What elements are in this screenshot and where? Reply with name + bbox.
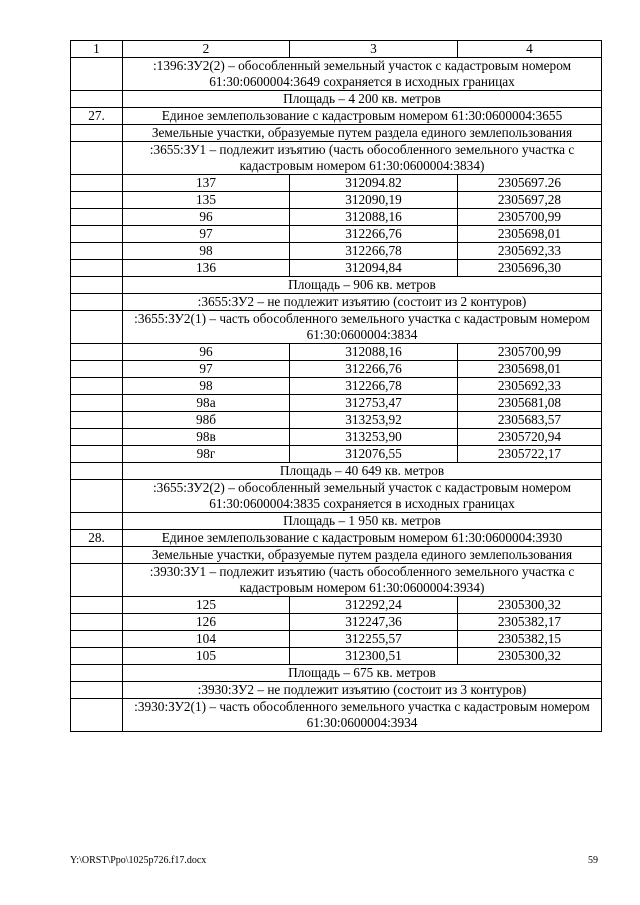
row-number-cell — [71, 142, 123, 175]
row-number-cell — [71, 209, 123, 226]
y-coordinate-cell: 2305300,32 — [458, 648, 602, 665]
row-number-cell — [71, 243, 123, 260]
x-coordinate-cell: 312753,47 — [290, 395, 458, 412]
row-number-cell — [71, 597, 123, 614]
x-coordinate-cell: 312088,16 — [290, 344, 458, 361]
y-coordinate-cell: 2305698,01 — [458, 226, 602, 243]
row-number-cell — [71, 463, 123, 480]
y-coordinate-cell: 2305683,57 — [458, 412, 602, 429]
point-id-cell: 137 — [123, 175, 290, 192]
y-coordinate-cell: 2305697,28 — [458, 192, 602, 209]
x-coordinate-cell: 312088,16 — [290, 209, 458, 226]
y-coordinate-cell: 2305698,01 — [458, 361, 602, 378]
row-number-cell — [71, 395, 123, 412]
y-coordinate-cell: 2305697.26 — [458, 175, 602, 192]
text-row — [71, 480, 602, 513]
coordinate-row — [71, 412, 602, 429]
row-number-cell — [71, 277, 123, 294]
description-cell: :3655:ЗУ2(2) – обособленный земельный участок с кадастровым номером 61:30:0600004:3835 сохраняется в исходных границах — [123, 480, 602, 513]
header-row — [71, 41, 602, 58]
row-number-cell — [71, 564, 123, 597]
row-number-cell — [71, 665, 123, 682]
point-id-cell: 98б — [123, 412, 290, 429]
y-coordinate-cell: 2305692,33 — [458, 378, 602, 395]
x-coordinate-cell: 312094.82 — [290, 175, 458, 192]
y-coordinate-cell: 2305696,30 — [458, 260, 602, 277]
text-row — [71, 142, 602, 175]
x-coordinate-cell: 312090,19 — [290, 192, 458, 209]
text-row — [71, 665, 602, 682]
row-number-cell — [71, 58, 123, 91]
description-cell: Площадь – 40 649 кв. метров — [123, 463, 602, 480]
row-number-cell — [71, 294, 123, 311]
coordinate-row — [71, 175, 602, 192]
point-id-cell: 98 — [123, 243, 290, 260]
row-number-cell — [71, 260, 123, 277]
x-coordinate-cell: 312300,51 — [290, 648, 458, 665]
x-coordinate-cell: 312094,84 — [290, 260, 458, 277]
coordinate-row — [71, 243, 602, 260]
text-row — [71, 463, 602, 480]
x-coordinate-cell: 312266,76 — [290, 361, 458, 378]
row-number-cell — [71, 547, 123, 564]
coordinate-row — [71, 344, 602, 361]
point-id-cell: 105 — [123, 648, 290, 665]
description-cell: Земельные участки, образуемые путем раздела единого землепользования — [123, 125, 602, 142]
header-cell-4: 4 — [458, 41, 602, 58]
x-coordinate-cell: 312255,57 — [290, 631, 458, 648]
text-row — [71, 564, 602, 597]
text-row — [71, 682, 602, 699]
coordinate-row — [71, 192, 602, 209]
text-row — [71, 58, 602, 91]
coordinate-row — [71, 378, 602, 395]
row-number-cell — [71, 513, 123, 530]
row-number-cell — [71, 175, 123, 192]
coordinate-row — [71, 395, 602, 412]
description-cell: :3655:ЗУ2(1) – часть обособленного земельного участка с кадастровым номером 61:30:0600004:3834 — [123, 311, 602, 344]
point-id-cell: 136 — [123, 260, 290, 277]
description-cell: Площадь – 4 200 кв. метров — [123, 91, 602, 108]
description-cell: Площадь – 906 кв. метров — [123, 277, 602, 294]
text-row — [71, 125, 602, 142]
y-coordinate-cell: 2305692,33 — [458, 243, 602, 260]
point-id-cell: 125 — [123, 597, 290, 614]
text-row — [71, 699, 602, 732]
coordinate-row — [71, 260, 602, 277]
row-number-cell — [71, 125, 123, 142]
x-coordinate-cell: 312292,24 — [290, 597, 458, 614]
text-row — [71, 513, 602, 530]
footer-file-path: Y:\ORST\Ppo\1025p726.f17.docx — [70, 855, 207, 866]
point-id-cell: 97 — [123, 361, 290, 378]
text-row — [71, 547, 602, 564]
point-id-cell: 104 — [123, 631, 290, 648]
coordinate-row — [71, 597, 602, 614]
point-id-cell: 97 — [123, 226, 290, 243]
point-id-cell: 135 — [123, 192, 290, 209]
point-id-cell: 96 — [123, 344, 290, 361]
row-number-cell: 28. — [71, 530, 123, 547]
coordinate-row — [71, 631, 602, 648]
row-number-cell — [71, 648, 123, 665]
coordinate-row — [71, 648, 602, 665]
point-id-cell: 98г — [123, 446, 290, 463]
text-row — [71, 311, 602, 344]
x-coordinate-cell: 312247,36 — [290, 614, 458, 631]
y-coordinate-cell: 2305700,99 — [458, 209, 602, 226]
coordinate-row — [71, 446, 602, 463]
description-cell: :3930:ЗУ2(1) – часть обособленного земельного участка с кадастровым номером 61:30:0600004:3934 — [123, 699, 602, 732]
row-number-cell — [71, 429, 123, 446]
y-coordinate-cell: 2305720,94 — [458, 429, 602, 446]
row-number-cell — [71, 480, 123, 513]
row-number-cell — [71, 311, 123, 344]
row-number-cell — [71, 378, 123, 395]
coordinate-row — [71, 361, 602, 378]
description-cell: :3930:ЗУ1 – подлежит изъятию (часть обособленного земельного участка с кадастровым номером 61:30:0600004:3934) — [123, 564, 602, 597]
row-number-cell — [71, 192, 123, 209]
header-cell-3: 3 — [290, 41, 458, 58]
point-id-cell: 98 — [123, 378, 290, 395]
text-row — [71, 294, 602, 311]
x-coordinate-cell: 313253,90 — [290, 429, 458, 446]
text-row — [71, 530, 602, 547]
coordinates-table — [70, 40, 602, 732]
x-coordinate-cell: 312266,76 — [290, 226, 458, 243]
y-coordinate-cell: 2305300,32 — [458, 597, 602, 614]
text-row — [71, 108, 602, 125]
coordinate-row — [71, 429, 602, 446]
row-number-cell — [71, 91, 123, 108]
description-cell: :3655:ЗУ2 – не подлежит изъятию (состоит из 2 контуров) — [123, 294, 602, 311]
row-number-cell: 27. — [71, 108, 123, 125]
point-id-cell: 96 — [123, 209, 290, 226]
document-page — [70, 40, 601, 732]
footer-page-number: 59 — [588, 855, 598, 866]
y-coordinate-cell: 2305382,17 — [458, 614, 602, 631]
description-cell: :3930:ЗУ2 – не подлежит изъятию (состоит из 3 контуров) — [123, 682, 602, 699]
description-cell: Земельные участки, образуемые путем раздела единого землепользования — [123, 547, 602, 564]
text-row — [71, 91, 602, 108]
point-id-cell: 98а — [123, 395, 290, 412]
description-cell: Площадь – 675 кв. метров — [123, 665, 602, 682]
row-number-cell — [71, 226, 123, 243]
row-number-cell — [71, 614, 123, 631]
x-coordinate-cell: 312266,78 — [290, 243, 458, 260]
x-coordinate-cell: 313253,92 — [290, 412, 458, 429]
row-number-cell — [71, 682, 123, 699]
coordinate-row — [71, 614, 602, 631]
x-coordinate-cell: 312076,55 — [290, 446, 458, 463]
row-number-cell — [71, 699, 123, 732]
description-cell: Единое землепользование с кадастровым номером 61:30:0600004:3930 — [123, 530, 602, 547]
description-cell: :1396:ЗУ2(2) – обособленный земельный участок с кадастровым номером 61:30:0600004:3649 сохраняется в исходных границах — [123, 58, 602, 91]
row-number-cell — [71, 344, 123, 361]
y-coordinate-cell: 2305700,99 — [458, 344, 602, 361]
y-coordinate-cell: 2305382,15 — [458, 631, 602, 648]
text-row — [71, 277, 602, 294]
x-coordinate-cell: 312266,78 — [290, 378, 458, 395]
row-number-cell — [71, 412, 123, 429]
y-coordinate-cell: 2305681,08 — [458, 395, 602, 412]
header-cell-2: 2 — [123, 41, 290, 58]
coordinate-row — [71, 209, 602, 226]
row-number-cell — [71, 631, 123, 648]
coordinate-row — [71, 226, 602, 243]
header-cell-1: 1 — [71, 41, 123, 58]
description-cell: :3655:ЗУ1 – подлежит изъятию (часть обособленного земельного участка с кадастровым номером 61:30:0600004:3834) — [123, 142, 602, 175]
row-number-cell — [71, 361, 123, 378]
y-coordinate-cell: 2305722,17 — [458, 446, 602, 463]
row-number-cell — [71, 446, 123, 463]
point-id-cell: 126 — [123, 614, 290, 631]
description-cell: Площадь – 1 950 кв. метров — [123, 513, 602, 530]
description-cell: Единое землепользование с кадастровым номером 61:30:0600004:3655 — [123, 108, 602, 125]
point-id-cell: 98в — [123, 429, 290, 446]
